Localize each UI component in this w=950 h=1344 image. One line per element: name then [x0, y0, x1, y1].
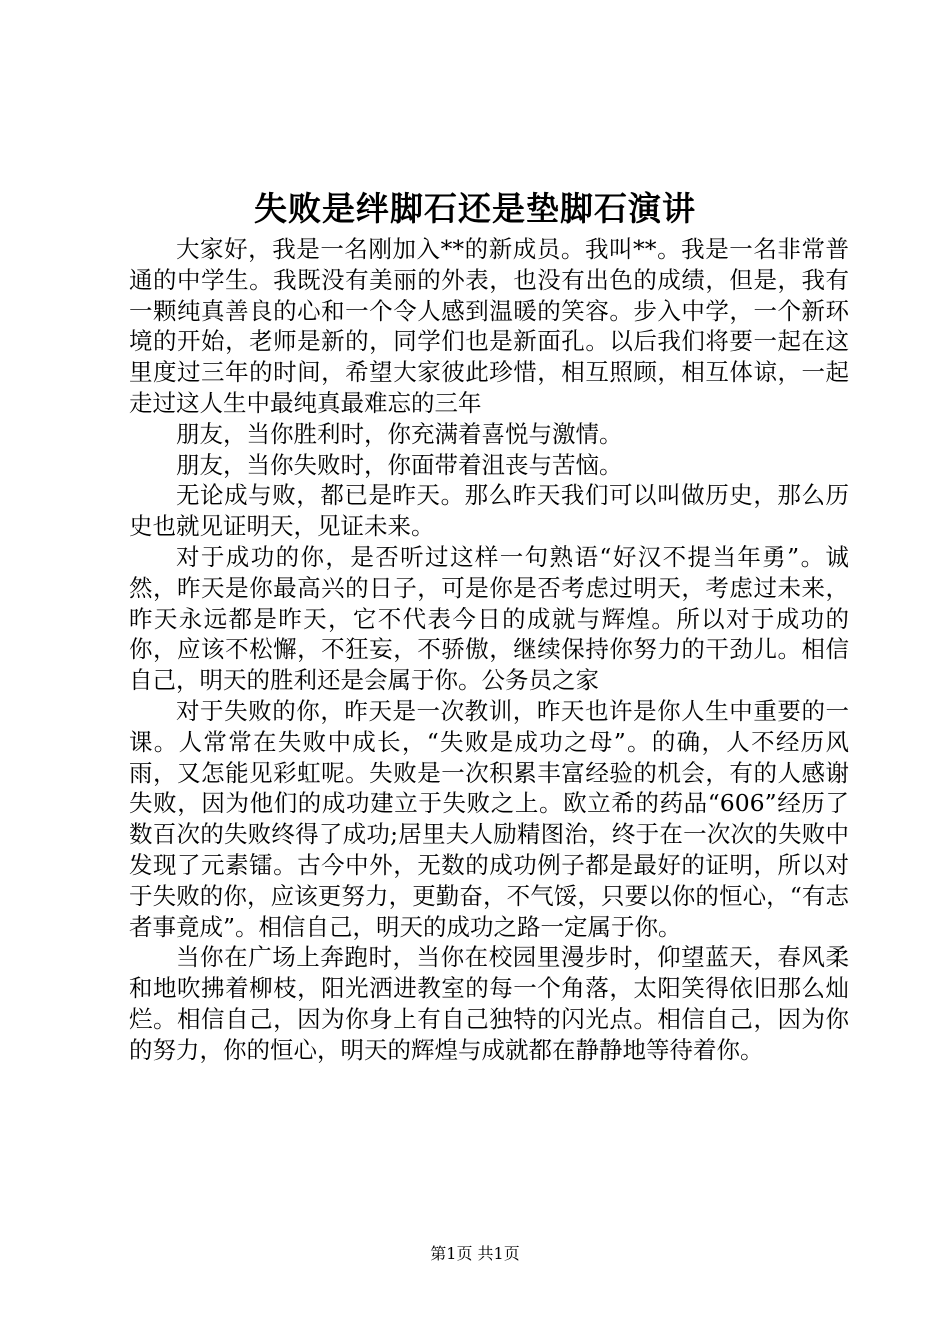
paragraph: 当你在广场上奔跑时，当你在校园里漫步时，仰望蓝天，春风柔和地吹拂着柳枝，阳光洒进教室的每一个角落，太阳笑得依旧那么灿烂。相信自己，因为你身上有自己独特的闪光点。相信自己，因为你的努力，你的恒心，明天的辉煌与成就都在静静地等待着你。	[129, 943, 849, 1064]
paragraph: 大家好，我是一名刚加入**的新成员。我叫**。我是一名非常普通的中学生。我既没有美丽的外表，也没有出色的成绩，但是，我有一颗纯真善良的心和一个令人感到温暖的笑容。步入中学，一个新环境的开始，老师是新的，同学们也是新面孔。以后我们将要一起在这里度过三年的时间，希望大家彼此珍惜，相互照顾，相互体谅，一起走过这人生中最纯真最难忘的三年	[129, 235, 849, 417]
paragraph: 无论成与败，都已是昨天。那么昨天我们可以叫做历史，那么历史也就见证明天，见证未来。	[129, 481, 849, 541]
document-body	[129, 234, 849, 1066]
paragraph: 对于成功的你，是否听过这样一句熟语“好汉不提当年勇”。诚然，昨天是你最高兴的日子，可是你是否考虑过明天，考虑过未来，昨天永远都是昨天，它不代表今日的成就与辉煌。所以对于成功的你，应该不松懈，不狂妄，不骄傲，继续保持你努力的干劲儿。相信自己，明天的胜利还是会属于你。公务员之家	[129, 542, 849, 695]
paragraph: 朋友，当你胜利时，你充满着喜悦与激情。	[176, 419, 623, 448]
paragraph: 对于失败的你，昨天是一次教训，昨天也许是你人生中重要的一课。人常常在失败中成长，“失败是成功之母”。的确，人不经历风雨，又怎能见彩虹呢。失败是一次积累丰富经验的机会，有的人感谢失败，因为他们的成功建立于失败之上。欧立希的药品“606”经历了数百次的失败终得了成功;居里夫人励精图治，终于在一次次的失败中发现了元素镭。古今中外，无数的成功例子都是最好的证明，所以对于失败的你，应该更努力，更勤奋，不气馁，只要以你的恒心，“有志者事竟成”。相信自己，明天的成功之路一定属于你。	[129, 696, 849, 941]
paragraph: 朋友，当你失败时，你面带着沮丧与苦恼。	[176, 450, 623, 479]
page-footer: 第1页 共1页	[430, 1244, 520, 1263]
document-title: 失败是绊脚石还是垫脚石演讲	[254, 189, 696, 228]
